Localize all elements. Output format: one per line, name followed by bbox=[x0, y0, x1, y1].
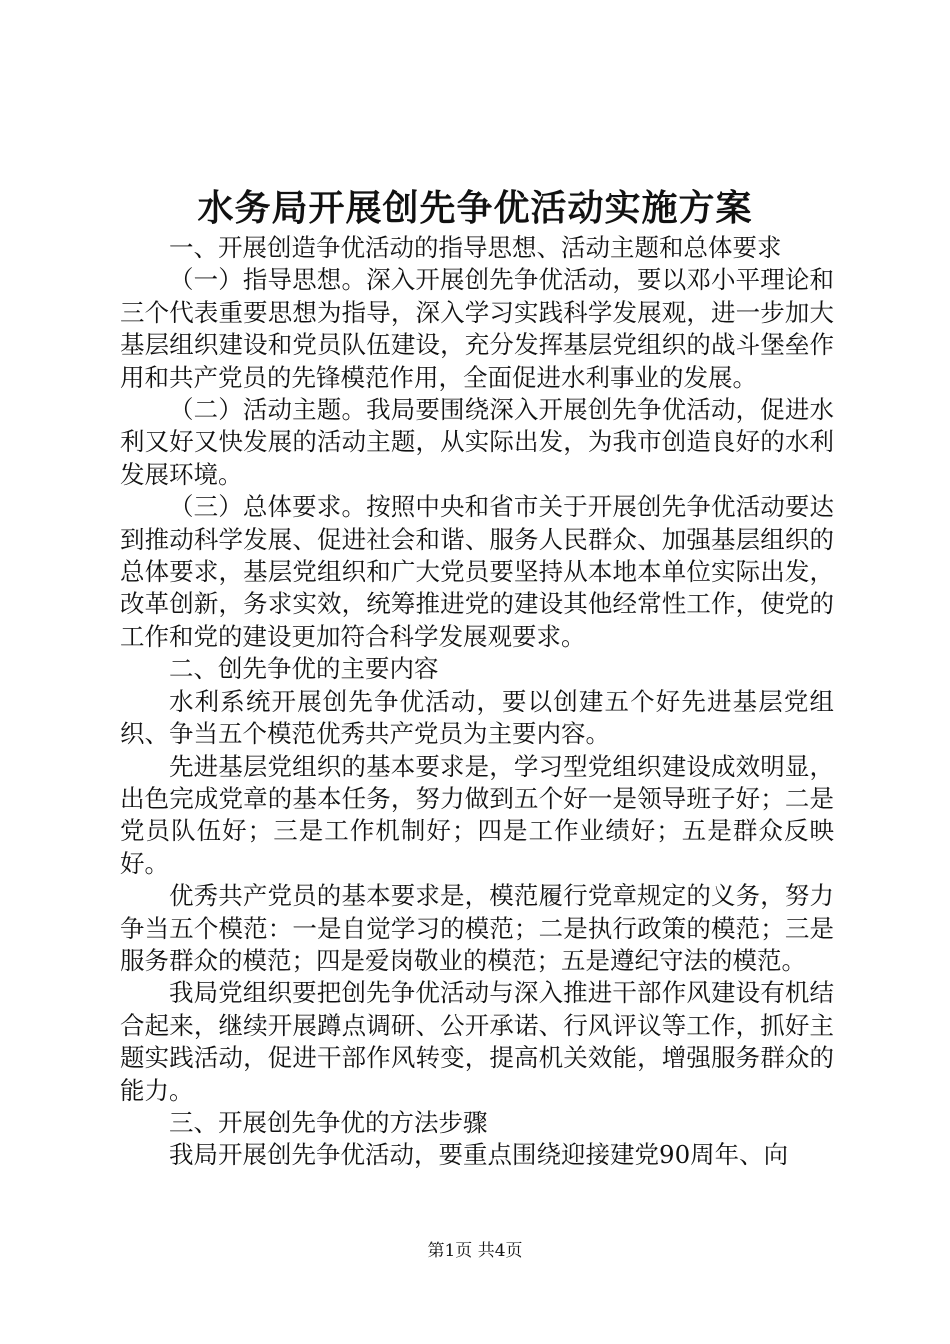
paragraph-party-member-requirements: 优秀共产党员的基本要求是，模范履行党章规定的义务，努力争当五个模范：一是自觉学习的模范；二是执行政策的模范；三是服务群众的模范；四是爱岗敬业的模范；五是遵纪守法的模范。 bbox=[120, 881, 834, 975]
paragraph-guiding-ideology: （一）指导思想。深入开展创先争优活动，要以邓小平理论和三个代表重要思想为指导，深入学习实践科学发展观，进一步加大基层组织建设和党员队伍建设，充分发挥基层党组织的战斗堡垒作用和共产党员的先锋模范作用，全面促进水利事业的发展。 bbox=[120, 265, 834, 392]
page-number-footer: 第1页 共4页 bbox=[427, 1241, 523, 1261]
paragraph-main-content: 水利系统开展创先争优活动，要以创建五个好先进基层党组织、争当五个模范优秀共产党员为主要内容。 bbox=[120, 686, 834, 749]
paragraph-party-organization-requirements: 先进基层党组织的基本要求是，学习型党组织建设成效明显，出色完成党章的基本任务，努力做到五个好一是领导班子好；二是党员队伍好；三是工作机制好；四是工作业绩好；五是群众反映好。 bbox=[120, 751, 834, 878]
paragraph-methods: 我局开展创先争优活动，要重点围绕迎接建党90周年、向 bbox=[169, 1140, 789, 1170]
document-title: 水务局开展创先争优活动实施方案 bbox=[197, 187, 753, 229]
paragraph-activity-theme: （二）活动主题。我局要围绕深入开展创先争优活动，促进水利又好又快发展的活动主题，从实际出发，为我市创造良好的水利发展环境。 bbox=[120, 395, 834, 489]
section-heading-3: 三、开展创先争优的方法步骤 bbox=[169, 1107, 488, 1137]
document-body bbox=[120, 232, 834, 1172]
paragraph-general-requirements: （三）总体要求。按照中央和省市关于开展创先争优活动要达到推动科学发展、促进社会和谐、服务人民群众、加强基层组织的总体要求，基层党组织和广大党员要坚持从本地本单位实际出发，改革创新，务求实效，统筹推进党的建设其他经常性工作，使党的工作和党的建设更加符合科学发展观要求。 bbox=[120, 492, 834, 651]
section-heading-2: 二、创先争优的主要内容 bbox=[169, 654, 439, 684]
section-heading-1: 一、开展创造争优活动的指导思想、活动主题和总体要求 bbox=[169, 233, 782, 262]
paragraph-work-style: 我局党组织要把创先争优活动与深入推进干部作风建设有机结合起来，继续开展蹲点调研、公开承诺、行风评议等工作，抓好主题实践活动，促进干部作风转变，提高机关效能，增强服务群众的能力。 bbox=[120, 978, 834, 1105]
